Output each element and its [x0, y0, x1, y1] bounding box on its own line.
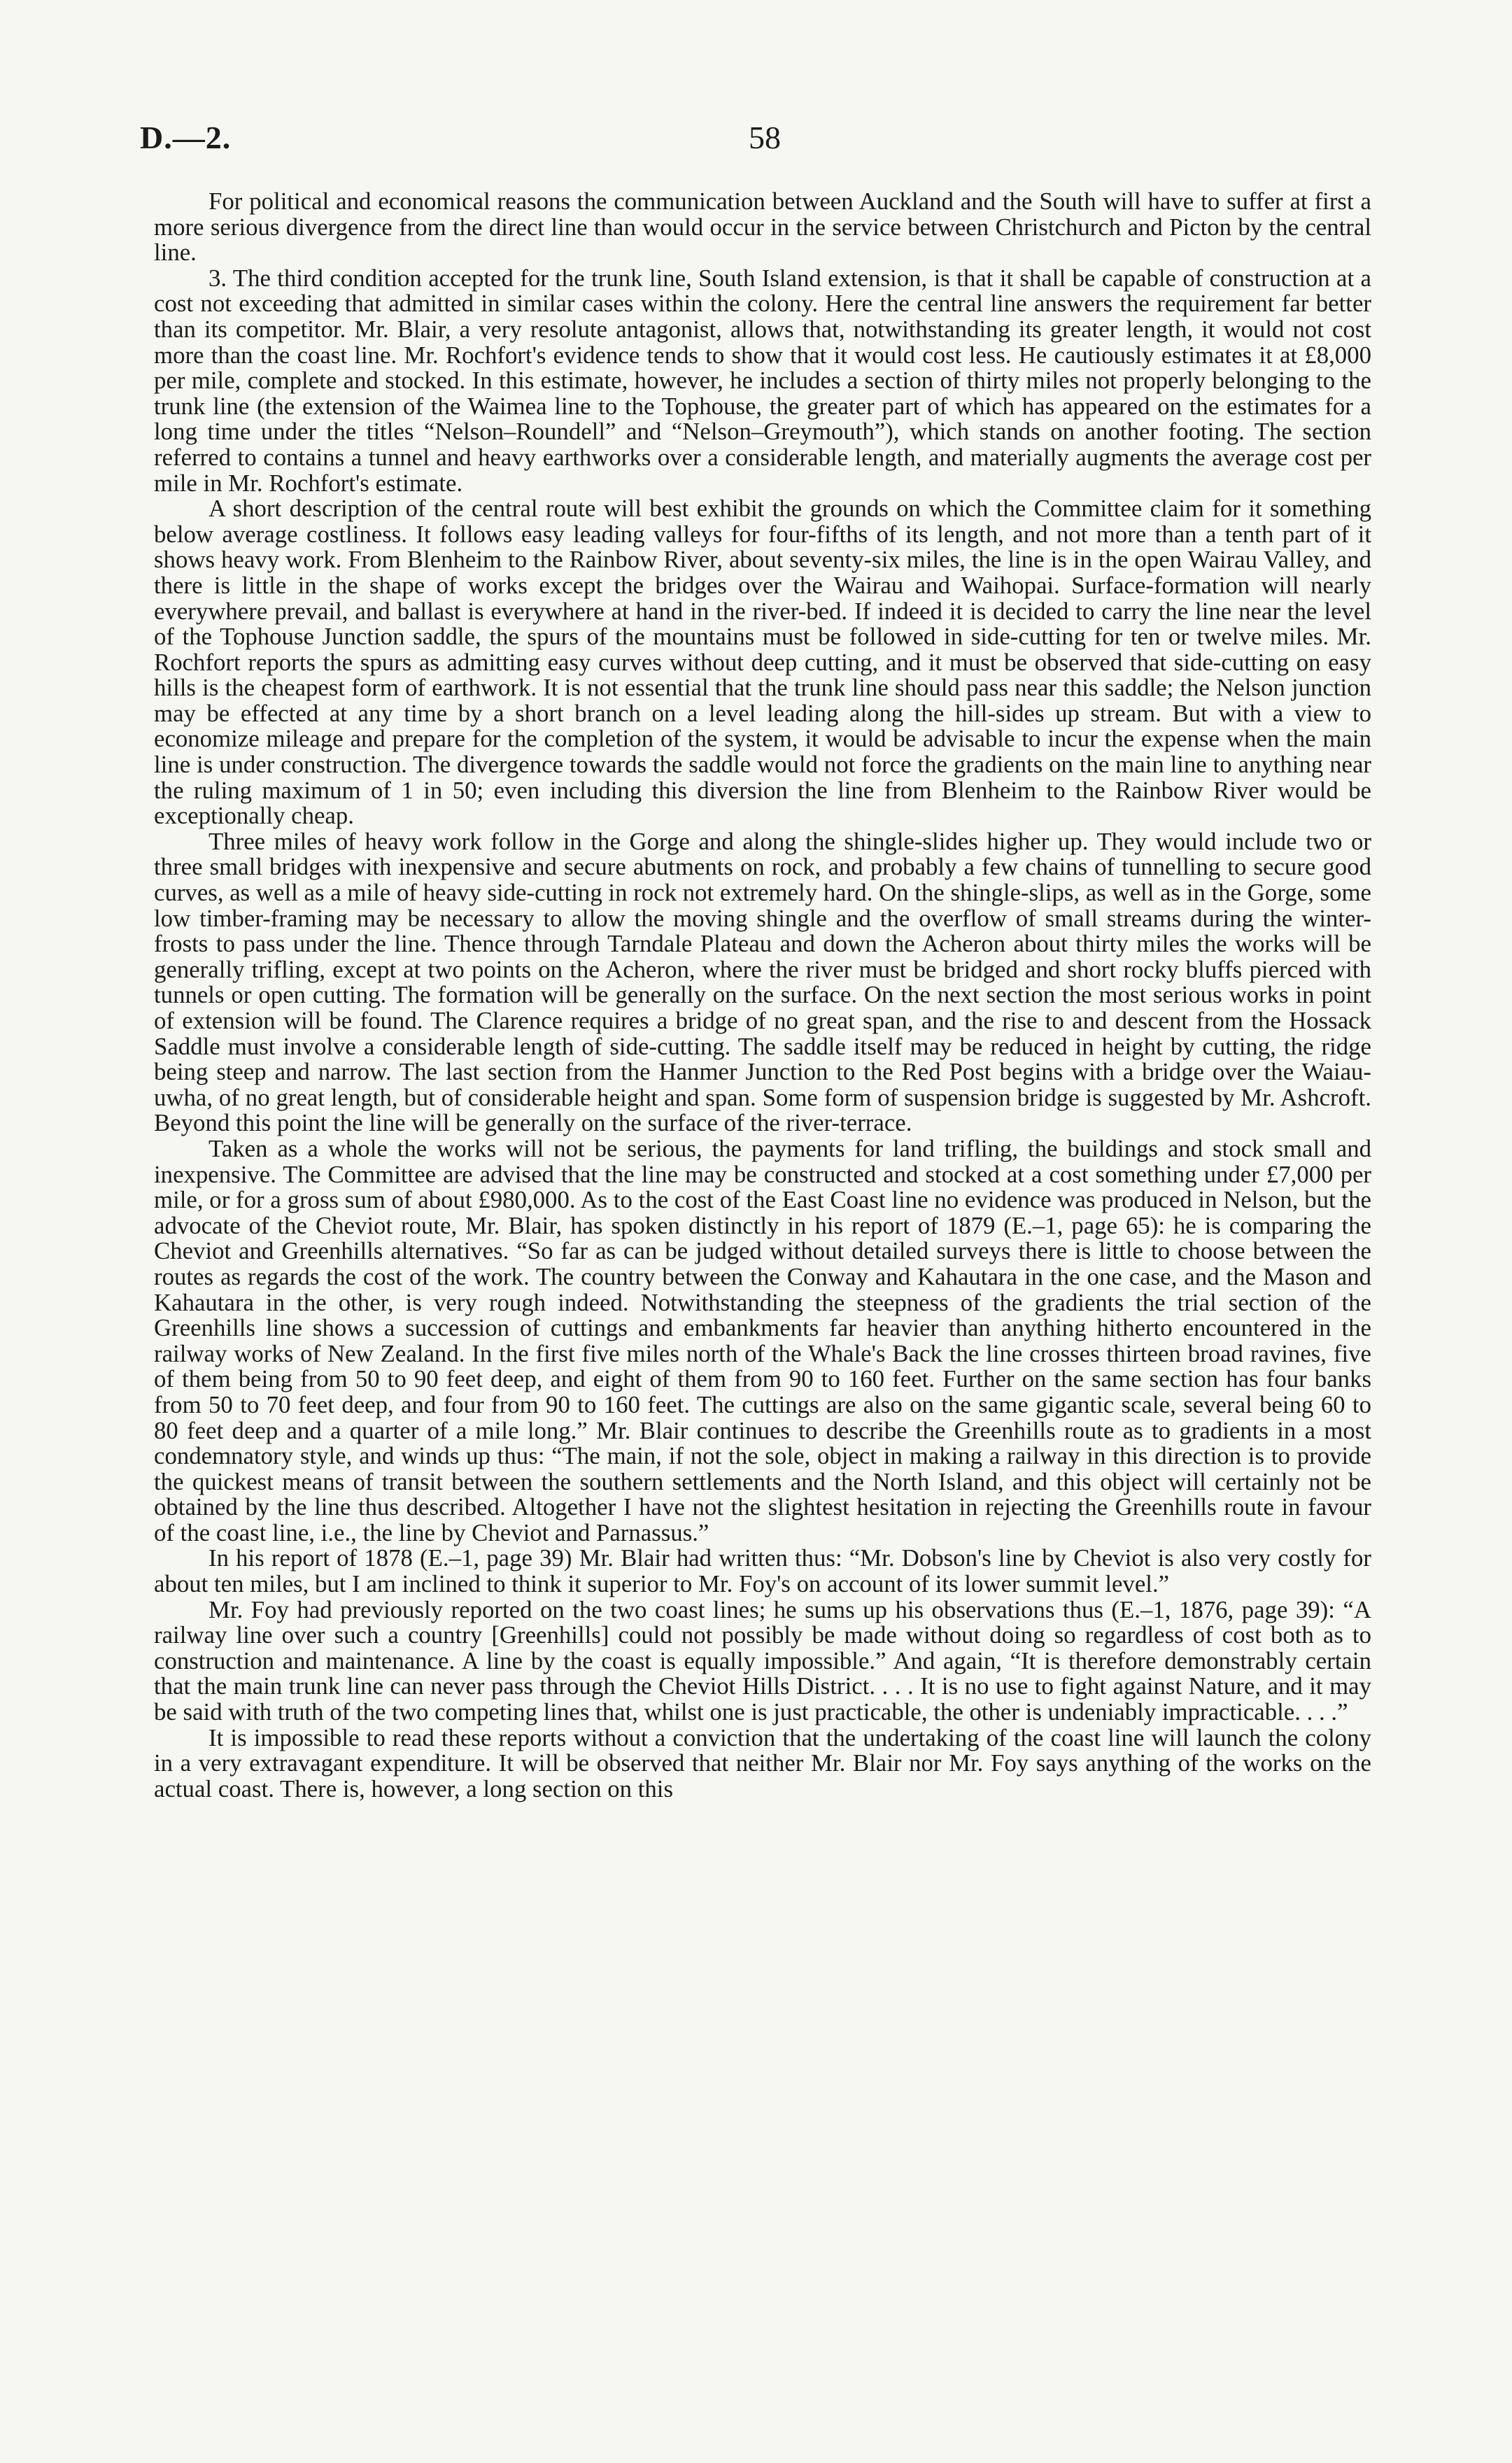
paragraph: In his report of 1878 (E.–1, page 39) Mr. Blair had written thus: “Mr. Dobson's line by Cheviot is also very costly for about ten miles, but I am inclined to think it superior to Mr. Foy's on account of its lower summit level.”	[154, 1544, 1371, 1598]
paragraph: It is impossible to read these reports without a conviction that the undertaking of the coast line will launch the colony in a very extravagant expenditure. It will be observed that neither Mr. Blair nor Mr. Foy says anything of the works on the actual coast. There is, however, a long section on this	[154, 1723, 1371, 1802]
paragraph: Taken as a whole the works will not be serious, the payments for land trifling, the buildings and stock small and inexpensive. The Committee are advised that the line may be constructed and stocked at a cost something under £7,000 per mile, or for a gross sum of about £980,000. As to the cost of the East Coast line no evidence was produced in Nelson, but the advocate of the Cheviot route, Mr. Blair, has spoken distinctly in his report of 1879 (E.–1, page 65): he is comparing the Cheviot and Greenhills alternatives. “So far as can be judged without detailed surveys there is little to choose between the routes as regards the cost of the work. The country between the Conway and Kahautara in the one case, and the Mason and Kahautara in the other, is very rough indeed. Notwithstanding the steepness of the gradients the trial section of the Greenhills line shows a succession of cuttings and embankments far heavier than anything hitherto encountered in the railway works of New Zealand. In the first five miles north of the Whale's Back the line crosses thirteen broad ravines, five of them being from 50 to 90 feet deep, and eight of them from 90 to 160 feet. Further on the same section has four banks from 50 to 70 feet deep, and four from 90 to 160 feet. The cuttings are also on the same gigantic scale, several being 60 to 80 feet deep and a quarter of a mile long.” Mr. Blair continues to describe the Greenhills route as to gradients in a most condemnatory style, and winds up thus: “The main, if not the sole, object in making a railway in this direction is to provide the quickest means of transit between the southern settlements and the North Island, and this object will certainly not be obtained by the line thus described. Altogether I have not the slightest hesitation in rejecting the Greenhills route in favour of the coast line, i.e., the line by Cheviot and Parnassus.”	[154, 1134, 1371, 1546]
paragraph: Three miles of heavy work follow in the Gorge and along the shingle-slides higher up. They would include two or three small bridges with inexpensive and secure abutments on rock, and probably a few chains of tunnelling to secure good curves, as well as a mile of heavy side-cutting in rock not extremely hard. On the shingle-slips, as well as in the Gorge, some low timber-framing may be necessary to allow the moving shingle and the overflow of small streams during the winter-frosts to pass under the line. Thence through Tarndale Plateau and down the Acheron about thirty miles the works will be generally trifling, except at two points on the Acheron, where the river must be bridged and short rocky bluffs pierced with tunnels or open cutting. The formation will be generally on the surface. On the next section the most serious works in point of extension will be found. The Clarence requires a bridge of no great span, and the rise to and descent from the Hossack Saddle must involve a considerable length of side-cutting. The saddle itself may be reduced in height by cutting, the ridge being steep and narrow. The last section from the Hanmer Junction to the Red Post begins with a bridge over the Waiau-uwha, of no great length, but of considerable height and span. Some form of suspension bridge is suggested by Mr. Ashcroft. Beyond this point the line will be generally on the surface of the river-terrace.	[154, 827, 1371, 1137]
paragraph: A short description of the central route will best exhibit the grounds on which the Committee claim for it something below average costliness. It follows easy leading valleys for four-fifths of its length, and not more than a tenth part of it shows heavy work. From Blenheim to the Rainbow River, about seventy-six miles, the line is in the open Wairau Valley, and there is little in the shape of works except the bridges over the Wairau and Waihopai. Surface-formation will nearly everywhere prevail, and ballast is everywhere at hand in the river-bed. If indeed it is decided to carry the line near the level of the Tophouse Junction saddle, the spurs of the mountains must be followed in side-cutting for ten or twelve miles. Mr. Rochfort reports the spurs as admitting easy curves without deep cutting, and it must be observed that side-cutting on easy hills is the cheapest form of earthwork. It is not essential that the trunk line should pass near this saddle; the Nelson junction may be effected at any time by a short branch on a level leading along the hill-sides up stream. But with a view to economize mileage and prepare for the completion of the system, it would be advisable to incur the expense when the main line is under construction. The divergence towards the saddle would not force the gradients on the main line to anything near the ruling maximum of 1 in 50; even including this diversion the line from Blenheim to the Rainbow River would be exceptionally cheap.	[154, 495, 1371, 830]
paragraph: For political and economical reasons the communication between Auckland and the South will have to suffer at first a more serious divergence from the direct line than would occur in the service between Christchurch and Picton by the central line.	[154, 188, 1371, 267]
body-text	[154, 189, 1371, 1802]
document-reference: D.—2.	[140, 120, 232, 155]
paragraph: Mr. Foy had previously reported on the two coast lines; he sums up his observations thus (E.–1, 1876, page 39): “A railway line over such a country [Greenhills] could not possibly be made without doing so regardless of cost both as to construction and maintenance. A line by the coast is equally impossible.” And again, “It is therefore demonstrably certain that the main trunk line can never pass through the Cheviot Hills District. . . . It is no use to fight against Nature, and it may be said with truth of the two competing lines that, whilst one is just practicable, the other is undeniably impracticable. . . .”	[154, 1595, 1371, 1726]
paragraph: 3. The third condition accepted for the trunk line, South Island extension, is that it shall be capable of construction at a cost not exceeding that admitted in similar cases within the colony. Here the central line answers the requirement far better than its competitor. Mr. Blair, a very resolute antagonist, allows that, notwithstanding its greater length, it would not cost more than the coast line. Mr. Rochfort's evidence tends to show that it would cost less. He cautiously estimates it at £8,000 per mile, complete and stocked. In this estimate, however, he includes a section of thirty miles not properly belonging to the trunk line (the extension of the Waimea line to the Tophouse, the greater part of which has appeared on the estimates for a long time under the titles “Nelson–Roundell” and “Nelson–Greymouth”), which stands on another footing. The section referred to contains a tunnel and heavy earthworks over a considerable length, and materially augments the average cost per mile in Mr. Rochfort's estimate.	[154, 264, 1371, 497]
page-header	[140, 119, 1364, 168]
page-number: 58	[749, 120, 781, 155]
